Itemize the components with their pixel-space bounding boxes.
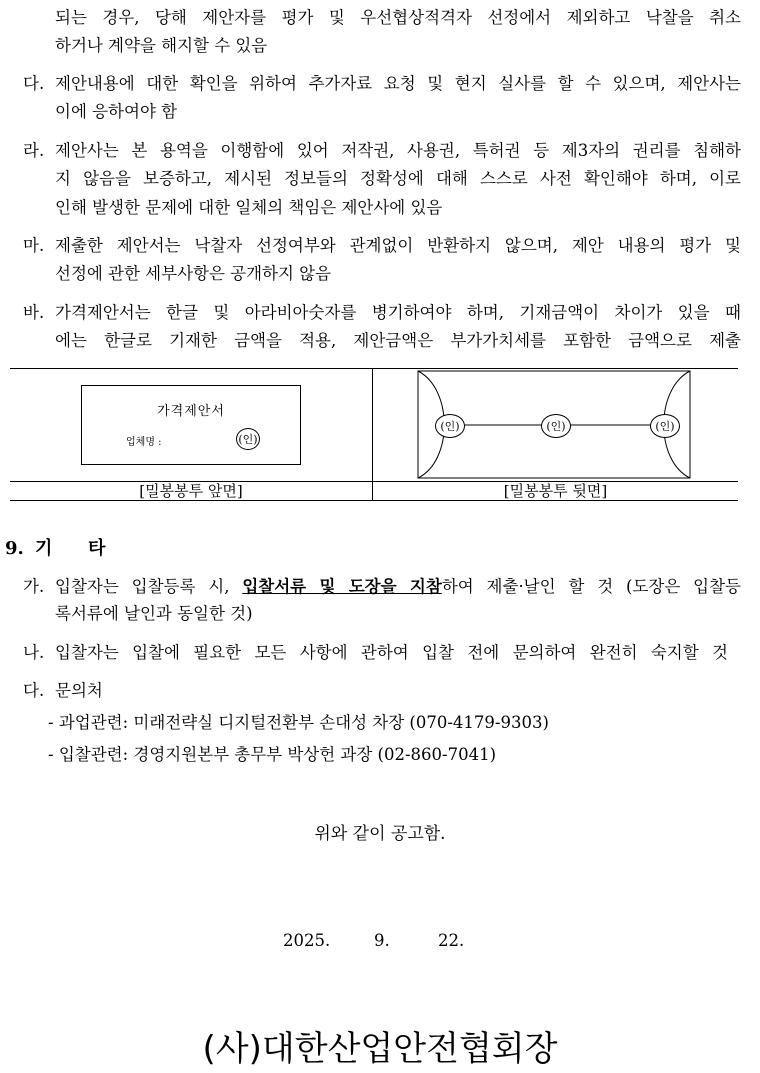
envelope-front [81, 385, 301, 465]
section-9-ga-line-1 [55, 577, 741, 597]
item-ba-line-1: 가격제안서는 한글 및 아라비아숫자를 병기하여야 하며, 기재금액이 차이가 있을 때 [55, 303, 741, 322]
date-day: 22. [438, 931, 465, 950]
envelope-front-caption: [밀봉봉투 앞면] [139, 482, 243, 500]
envelope-company-label: 업체명 : [126, 437, 162, 448]
ga-text-pre: 입찰자는 입찰등록 시, [55, 577, 230, 596]
item-ma-marker: 마. [23, 236, 45, 255]
ga-text-post: 하여 제출·날인 할 것 (도장은 입찰등 [441, 577, 741, 596]
envelope-table [10, 368, 738, 501]
section-9-heading-a: 기 [35, 538, 53, 559]
item-ba-line-2: 에는 한글로 기재한 금액을 적용, 제안금액은 부가가치세를 포함한 금액으로 제출 [55, 331, 741, 350]
envelope-front-title: 가격제안서 [157, 404, 225, 419]
item-da-line-2: 이에 응하여야 함 [55, 102, 178, 121]
intro-line-1: 되는 경우, 당해 제안자를 평가 및 우선협상적격자 선정에서 제외하고 낙찰을 취소 [55, 8, 741, 27]
item-ba-marker: 바. [23, 303, 45, 322]
announcement: 위와 같이 공고함. [314, 824, 446, 844]
seal-icon-left: (인) [435, 414, 465, 438]
intro-line-2: 하거나 계약을 해지할 수 있음 [55, 36, 268, 55]
section-9-heading-b: 타 [88, 538, 106, 559]
section-9-na-text: 입찰자는 입찰에 필요한 모든 사항에 관하여 입찰 전에 문의하여 완전히 숙지할 것 [55, 643, 728, 662]
item-ra-line-1: 제안사는 본 용역을 이행함에 있어 저작권, 사용권, 특허권 등 제3자의 권리를 침해하 [55, 141, 741, 160]
item-ra-line-2: 지 않음을 보증하고, 제시된 정보들의 정확성에 대해 스스로 사전 확인해야 하며, 이로 [55, 169, 741, 188]
item-ra-line-3: 인해 발생한 문제에 대한 일체의 책임은 제안사에 있음 [55, 198, 443, 217]
item-ma-line-1: 제출한 제안서는 낙찰자 선정여부와 관계없이 반환하지 않으며, 제안 내용의 평가 및 [55, 236, 741, 255]
item-ra-marker: 라. [23, 141, 45, 160]
seal-icon-center: (인) [541, 414, 571, 438]
item-da-line-1: 제안내용에 대한 확인을 위하여 추가자료 요청 및 현지 실사를 할 수 있으며, 제안사는 [55, 74, 741, 93]
section-9-da-marker: 다. [23, 681, 45, 700]
issuer-name: (사)대한산업안전협회장 [202, 1029, 558, 1069]
contact-bidding: - 입찰관련: 경영지원본부 총무부 박상헌 과장 (02-860-7041) [48, 745, 497, 764]
section-9-ga-line-2: 록서류에 날인과 동일한 것) [55, 604, 253, 623]
date-month: 9. [374, 931, 390, 950]
date-year: 2025. [283, 931, 331, 950]
seal-icon-right: (인) [650, 414, 680, 438]
ga-text-emphasis: 입찰서류 및 도장을 지참 [242, 577, 442, 596]
item-ma-line-2: 선정에 관한 세부사항은 공개하지 않음 [55, 264, 332, 283]
item-da-marker: 다. [23, 74, 45, 93]
section-9-na-marker: 나. [23, 643, 45, 662]
contact-project: - 과업관련: 미래전략실 디지털전환부 손대성 차장 (070-4179-9303) [48, 713, 549, 732]
envelope-back-caption: [밀봉봉투 뒷면] [503, 482, 608, 500]
section-9-number: 9. [5, 538, 24, 559]
seal-icon: (인) [236, 428, 260, 450]
section-9-ga-marker: 가. [23, 577, 45, 596]
section-9-da-text: 문의처 [55, 681, 103, 700]
